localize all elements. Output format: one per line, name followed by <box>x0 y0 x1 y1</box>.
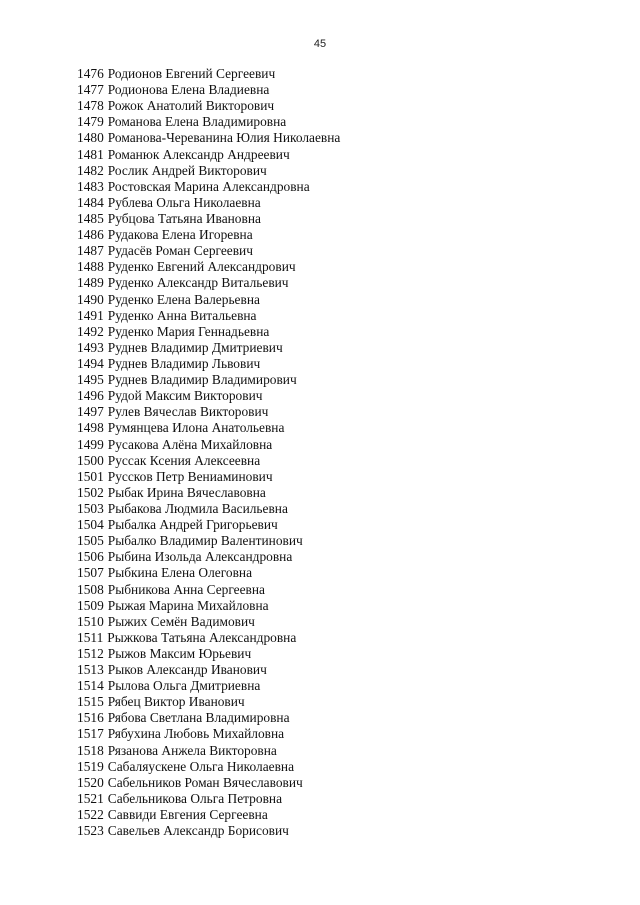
list-item <box>77 646 340 662</box>
list-item <box>77 227 340 243</box>
entry-name: Рудой Максим Викторович <box>107 388 263 404</box>
list-item <box>77 710 340 726</box>
entry-name: Руденко Анна Витальевна <box>107 307 257 323</box>
list-item <box>77 791 340 807</box>
entry-name: Румянцева Илона Анатольевна <box>107 420 285 436</box>
entry-number: 1520 <box>77 774 104 790</box>
entry-name: Рубцова Татьяна Ивановна <box>107 210 261 226</box>
list-item <box>77 759 340 775</box>
entry-name: Руссак Ксения Алексеевна <box>107 452 261 468</box>
entry-number: 1490 <box>77 291 104 307</box>
entry-number: 1480 <box>77 130 104 146</box>
entry-number: 1507 <box>77 565 104 581</box>
entry-name: Сабельников Роман Вячеславович <box>107 774 303 790</box>
list-item <box>77 114 340 130</box>
entry-number: 1493 <box>77 339 104 355</box>
entry-name: Руденко Александр Витальевич <box>107 275 289 291</box>
list-item <box>77 743 340 759</box>
entry-name: Рыбалка Андрей Григорьевич <box>107 517 278 533</box>
entry-number: 1477 <box>77 82 104 98</box>
entry-name: Рожок Анатолий Викторович <box>107 98 275 114</box>
entry-name: Рулев Вячеслав Викторович <box>107 404 269 420</box>
name-list <box>77 66 340 839</box>
list-item <box>77 243 340 259</box>
list-item <box>77 179 340 195</box>
entry-number: 1497 <box>77 404 104 420</box>
list-item <box>77 501 340 517</box>
entry-number: 1495 <box>77 372 104 388</box>
entry-number: 1510 <box>77 613 104 629</box>
entry-name: Романова-Череванина Юлия Николаевна <box>107 130 341 146</box>
entry-name: Родионова Елена Владиевна <box>107 82 270 98</box>
entry-name: Родионов Евгений Сергеевич <box>107 66 276 81</box>
entry-number: 1523 <box>77 823 104 839</box>
entry-name: Рыбкина Елена Олеговна <box>107 565 253 581</box>
entry-name: Рыбалко Владимир Валентинович <box>107 533 303 549</box>
entry-name: Руденко Евгений Александрович <box>107 259 296 275</box>
entry-name: Руднев Владимир Владимирович <box>107 372 297 388</box>
entry-number: 1484 <box>77 194 104 210</box>
entry-name: Руссков Петр Вениаминович <box>107 468 273 484</box>
list-item <box>77 163 340 179</box>
list-item <box>77 340 340 356</box>
entry-number: 1511 <box>77 629 104 645</box>
entry-number: 1478 <box>77 98 104 114</box>
list-item <box>77 517 340 533</box>
entry-number: 1499 <box>77 436 104 452</box>
entry-name: Рыжкова Татьяна Александровна <box>107 629 297 645</box>
list-item <box>77 82 340 98</box>
entry-number: 1513 <box>77 662 104 678</box>
list-item <box>77 549 340 565</box>
list-item <box>77 630 340 646</box>
list-item <box>77 582 340 598</box>
entry-number: 1518 <box>77 742 104 758</box>
entry-name: Руденко Мария Геннадьевна <box>107 323 270 339</box>
entry-number: 1514 <box>77 678 104 694</box>
entry-number: 1488 <box>77 259 104 275</box>
list-item <box>77 437 340 453</box>
list-item <box>77 614 340 630</box>
entry-number: 1498 <box>77 420 104 436</box>
entry-name: Рыков Александр Иванович <box>107 662 267 678</box>
entry-name: Сабельникова Ольга Петровна <box>107 790 283 806</box>
entry-number: 1502 <box>77 484 104 500</box>
entry-name: Рыбина Изольда Александровна <box>107 549 293 565</box>
entry-number: 1481 <box>77 146 104 162</box>
list-item <box>77 533 340 549</box>
entry-number: 1521 <box>77 790 104 806</box>
entry-name: Русакова Алёна Михайловна <box>107 436 273 452</box>
entry-number: 1479 <box>77 114 104 130</box>
entry-number: 1505 <box>77 533 104 549</box>
list-item <box>77 275 340 291</box>
entry-name: Рязанова Анжела Викторовна <box>107 742 277 758</box>
list-item <box>77 195 340 211</box>
entry-number: 1512 <box>77 645 104 661</box>
entry-number: 1500 <box>77 452 104 468</box>
entry-number: 1509 <box>77 597 104 613</box>
entry-number: 1476 <box>77 66 104 81</box>
list-item <box>77 807 340 823</box>
list-item <box>77 598 340 614</box>
entry-number: 1503 <box>77 500 104 516</box>
entry-name: Рябова Светлана Владимировна <box>107 710 290 726</box>
entry-name: Рудасёв Роман Сергеевич <box>107 243 253 259</box>
entry-number: 1506 <box>77 549 104 565</box>
entry-name: Рыжов Максим Юрьевич <box>107 645 252 661</box>
list-item <box>77 356 340 372</box>
entry-name: Рыжая Марина Михайловна <box>107 597 269 613</box>
list-item <box>77 259 340 275</box>
list-item <box>77 372 340 388</box>
list-item <box>77 485 340 501</box>
entry-number: 1515 <box>77 694 104 710</box>
entry-name: Сабаляускене Ольга Николаевна <box>107 758 295 774</box>
list-item <box>77 211 340 227</box>
entry-name: Рыбникова Анна Сергеевна <box>107 581 265 597</box>
entry-name: Савельев Александр Борисович <box>107 823 289 839</box>
entry-number: 1485 <box>77 210 104 226</box>
list-item <box>77 694 340 710</box>
entry-number: 1492 <box>77 323 104 339</box>
list-item <box>77 453 340 469</box>
entry-name: Рылова Ольга Дмитриевна <box>107 678 261 694</box>
list-item <box>77 775 340 791</box>
entry-name: Рябухина Любовь Михайловна <box>107 726 285 742</box>
entry-number: 1483 <box>77 178 104 194</box>
list-item <box>77 565 340 581</box>
list-item <box>77 98 340 114</box>
entry-number: 1508 <box>77 581 104 597</box>
list-item <box>77 823 340 839</box>
page-number: 45 <box>313 38 327 50</box>
list-item <box>77 469 340 485</box>
list-item <box>77 420 340 436</box>
entry-number: 1522 <box>77 807 104 823</box>
list-item <box>77 147 340 163</box>
entry-name: Руднев Владимир Львович <box>107 355 261 371</box>
entry-name: Ростовская Марина Александровна <box>107 178 310 194</box>
entry-name: Саввиди Евгения Сергеевна <box>107 807 268 823</box>
list-item <box>77 292 340 308</box>
entry-name: Рослик Андрей Викторович <box>107 162 267 178</box>
list-item <box>77 388 340 404</box>
list-item <box>77 324 340 340</box>
list-item <box>77 678 340 694</box>
entry-number: 1496 <box>77 388 104 404</box>
entry-number: 1519 <box>77 758 104 774</box>
entry-name: Рыбак Ирина Вячеславовна <box>107 484 266 500</box>
entry-number: 1501 <box>77 468 104 484</box>
entry-number: 1516 <box>77 710 104 726</box>
entry-number: 1489 <box>77 275 104 291</box>
entry-number: 1486 <box>77 227 104 243</box>
entry-number: 1504 <box>77 517 104 533</box>
list-item <box>77 130 340 146</box>
entry-name: Рябец Виктор Иванович <box>107 694 245 710</box>
entry-number: 1517 <box>77 726 104 742</box>
entry-name: Рыбакова Людмила Васильевна <box>107 500 288 516</box>
entry-name: Романова Елена Владимировна <box>107 114 287 130</box>
entry-number: 1482 <box>77 162 104 178</box>
entry-number: 1494 <box>77 355 104 371</box>
entry-number: 1487 <box>77 243 104 259</box>
entry-name: Романюк Александр Андреевич <box>107 146 290 162</box>
entry-name: Руденко Елена Валерьевна <box>107 291 260 307</box>
entry-number: 1491 <box>77 307 104 323</box>
list-item <box>77 308 340 324</box>
list-item <box>77 662 340 678</box>
list-item <box>77 66 340 82</box>
entry-name: Рудакова Елена Игоревна <box>107 227 253 243</box>
list-item <box>77 726 340 742</box>
list-item <box>77 404 340 420</box>
entry-name: Рублева Ольга Николаевна <box>107 194 261 210</box>
entry-name: Руднев Владимир Дмитриевич <box>107 339 283 355</box>
entry-name: Рыжих Семён Вадимович <box>107 613 255 629</box>
